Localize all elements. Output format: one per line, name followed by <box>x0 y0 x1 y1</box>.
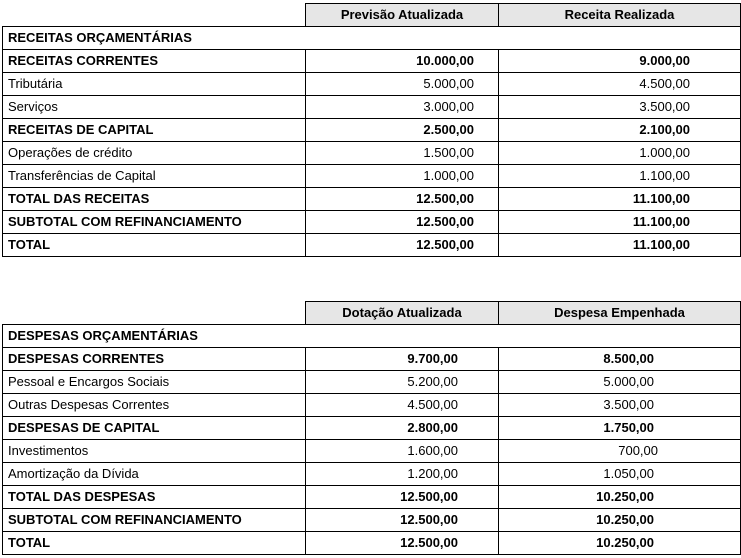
row-value-1: 4.500,00 <box>306 394 499 417</box>
table-row <box>3 532 741 555</box>
row-label: Outras Despesas Correntes <box>3 394 306 417</box>
section-title: RECEITAS ORÇAMENTÁRIAS <box>3 27 741 50</box>
row-value-1: 12.500,00 <box>306 188 499 211</box>
row-value-2: 1.050,00 <box>499 463 741 486</box>
row-value-1: 12.500,00 <box>306 532 499 555</box>
receitas-table <box>2 3 741 257</box>
row-value-1: 1.500,00 <box>306 142 499 165</box>
row-value-2: 11.100,00 <box>499 234 741 257</box>
row-value-1: 12.500,00 <box>306 234 499 257</box>
row-value-1: 1.000,00 <box>306 165 499 188</box>
row-value-2: 11.100,00 <box>499 211 741 234</box>
row-value-1: 12.500,00 <box>306 486 499 509</box>
table-row <box>3 440 741 463</box>
table-row <box>3 73 741 96</box>
row-label: TOTAL DAS DESPESAS <box>3 486 306 509</box>
row-value-2: 1.750,00 <box>499 417 741 440</box>
table-row <box>3 96 741 119</box>
despesas-table <box>2 301 741 555</box>
table-row <box>3 165 741 188</box>
row-label: TOTAL <box>3 234 306 257</box>
row-value-1: 10.000,00 <box>306 50 499 73</box>
row-label: DESPESAS DE CAPITAL <box>3 417 306 440</box>
row-value-2: 2.100,00 <box>499 119 741 142</box>
row-value-2: 10.250,00 <box>499 486 741 509</box>
row-value-1: 2.800,00 <box>306 417 499 440</box>
row-label: Amortização da Dívida <box>3 463 306 486</box>
section-row <box>3 27 741 50</box>
table-row <box>3 142 741 165</box>
row-value-2: 10.250,00 <box>499 532 741 555</box>
row-label: Investimentos <box>3 440 306 463</box>
table-row <box>3 119 741 142</box>
column-header-receita-realizada: Receita Realizada <box>499 4 741 27</box>
row-value-1: 9.700,00 <box>306 348 499 371</box>
column-header-despesa-empenhada: Despesa Empenhada <box>499 302 741 325</box>
table-row <box>3 417 741 440</box>
row-value-1: 2.500,00 <box>306 119 499 142</box>
table-row <box>3 348 741 371</box>
row-value-2: 11.100,00 <box>499 188 741 211</box>
row-value-1: 12.500,00 <box>306 211 499 234</box>
row-value-2: 700,00 <box>499 440 741 463</box>
row-label: Serviços <box>3 96 306 119</box>
row-label: TOTAL <box>3 532 306 555</box>
row-value-1: 12.500,00 <box>306 509 499 532</box>
table-row <box>3 486 741 509</box>
row-value-2: 8.500,00 <box>499 348 741 371</box>
row-label: RECEITAS CORRENTES <box>3 50 306 73</box>
row-label: Tributária <box>3 73 306 96</box>
row-label: RECEITAS DE CAPITAL <box>3 119 306 142</box>
section-title: DESPESAS ORÇAMENTÁRIAS <box>3 325 741 348</box>
table-row <box>3 463 741 486</box>
row-value-2: 4.500,00 <box>499 73 741 96</box>
row-value-2: 1.000,00 <box>499 142 741 165</box>
row-label: SUBTOTAL COM REFINANCIAMENTO <box>3 509 306 532</box>
row-value-2: 5.000,00 <box>499 371 741 394</box>
row-value-1: 3.000,00 <box>306 96 499 119</box>
table-row <box>3 211 741 234</box>
row-value-2: 3.500,00 <box>499 394 741 417</box>
table-row <box>3 188 741 211</box>
row-value-2: 3.500,00 <box>499 96 741 119</box>
section-row <box>3 325 741 348</box>
header-blank-cell <box>3 302 306 325</box>
column-header-dotacao: Dotação Atualizada <box>306 302 499 325</box>
header-blank-cell <box>3 4 306 27</box>
row-value-2: 1.100,00 <box>499 165 741 188</box>
column-header-previsao: Previsão Atualizada <box>306 4 499 27</box>
row-value-2: 10.250,00 <box>499 509 741 532</box>
row-label: DESPESAS CORRENTES <box>3 348 306 371</box>
row-value-1: 5.200,00 <box>306 371 499 394</box>
row-label: Transferências de Capital <box>3 165 306 188</box>
row-label: Pessoal e Encargos Sociais <box>3 371 306 394</box>
row-label: TOTAL DAS RECEITAS <box>3 188 306 211</box>
row-label: Operações de crédito <box>3 142 306 165</box>
table-row <box>3 394 741 417</box>
row-value-1: 1.200,00 <box>306 463 499 486</box>
table-row <box>3 509 741 532</box>
row-value-1: 1.600,00 <box>306 440 499 463</box>
table-row <box>3 371 741 394</box>
table-row <box>3 50 741 73</box>
row-value-1: 5.000,00 <box>306 73 499 96</box>
row-label: SUBTOTAL COM REFINANCIAMENTO <box>3 211 306 234</box>
row-value-2: 9.000,00 <box>499 50 741 73</box>
table-row <box>3 234 741 257</box>
table-header-row <box>3 4 741 27</box>
table-header-row <box>3 302 741 325</box>
